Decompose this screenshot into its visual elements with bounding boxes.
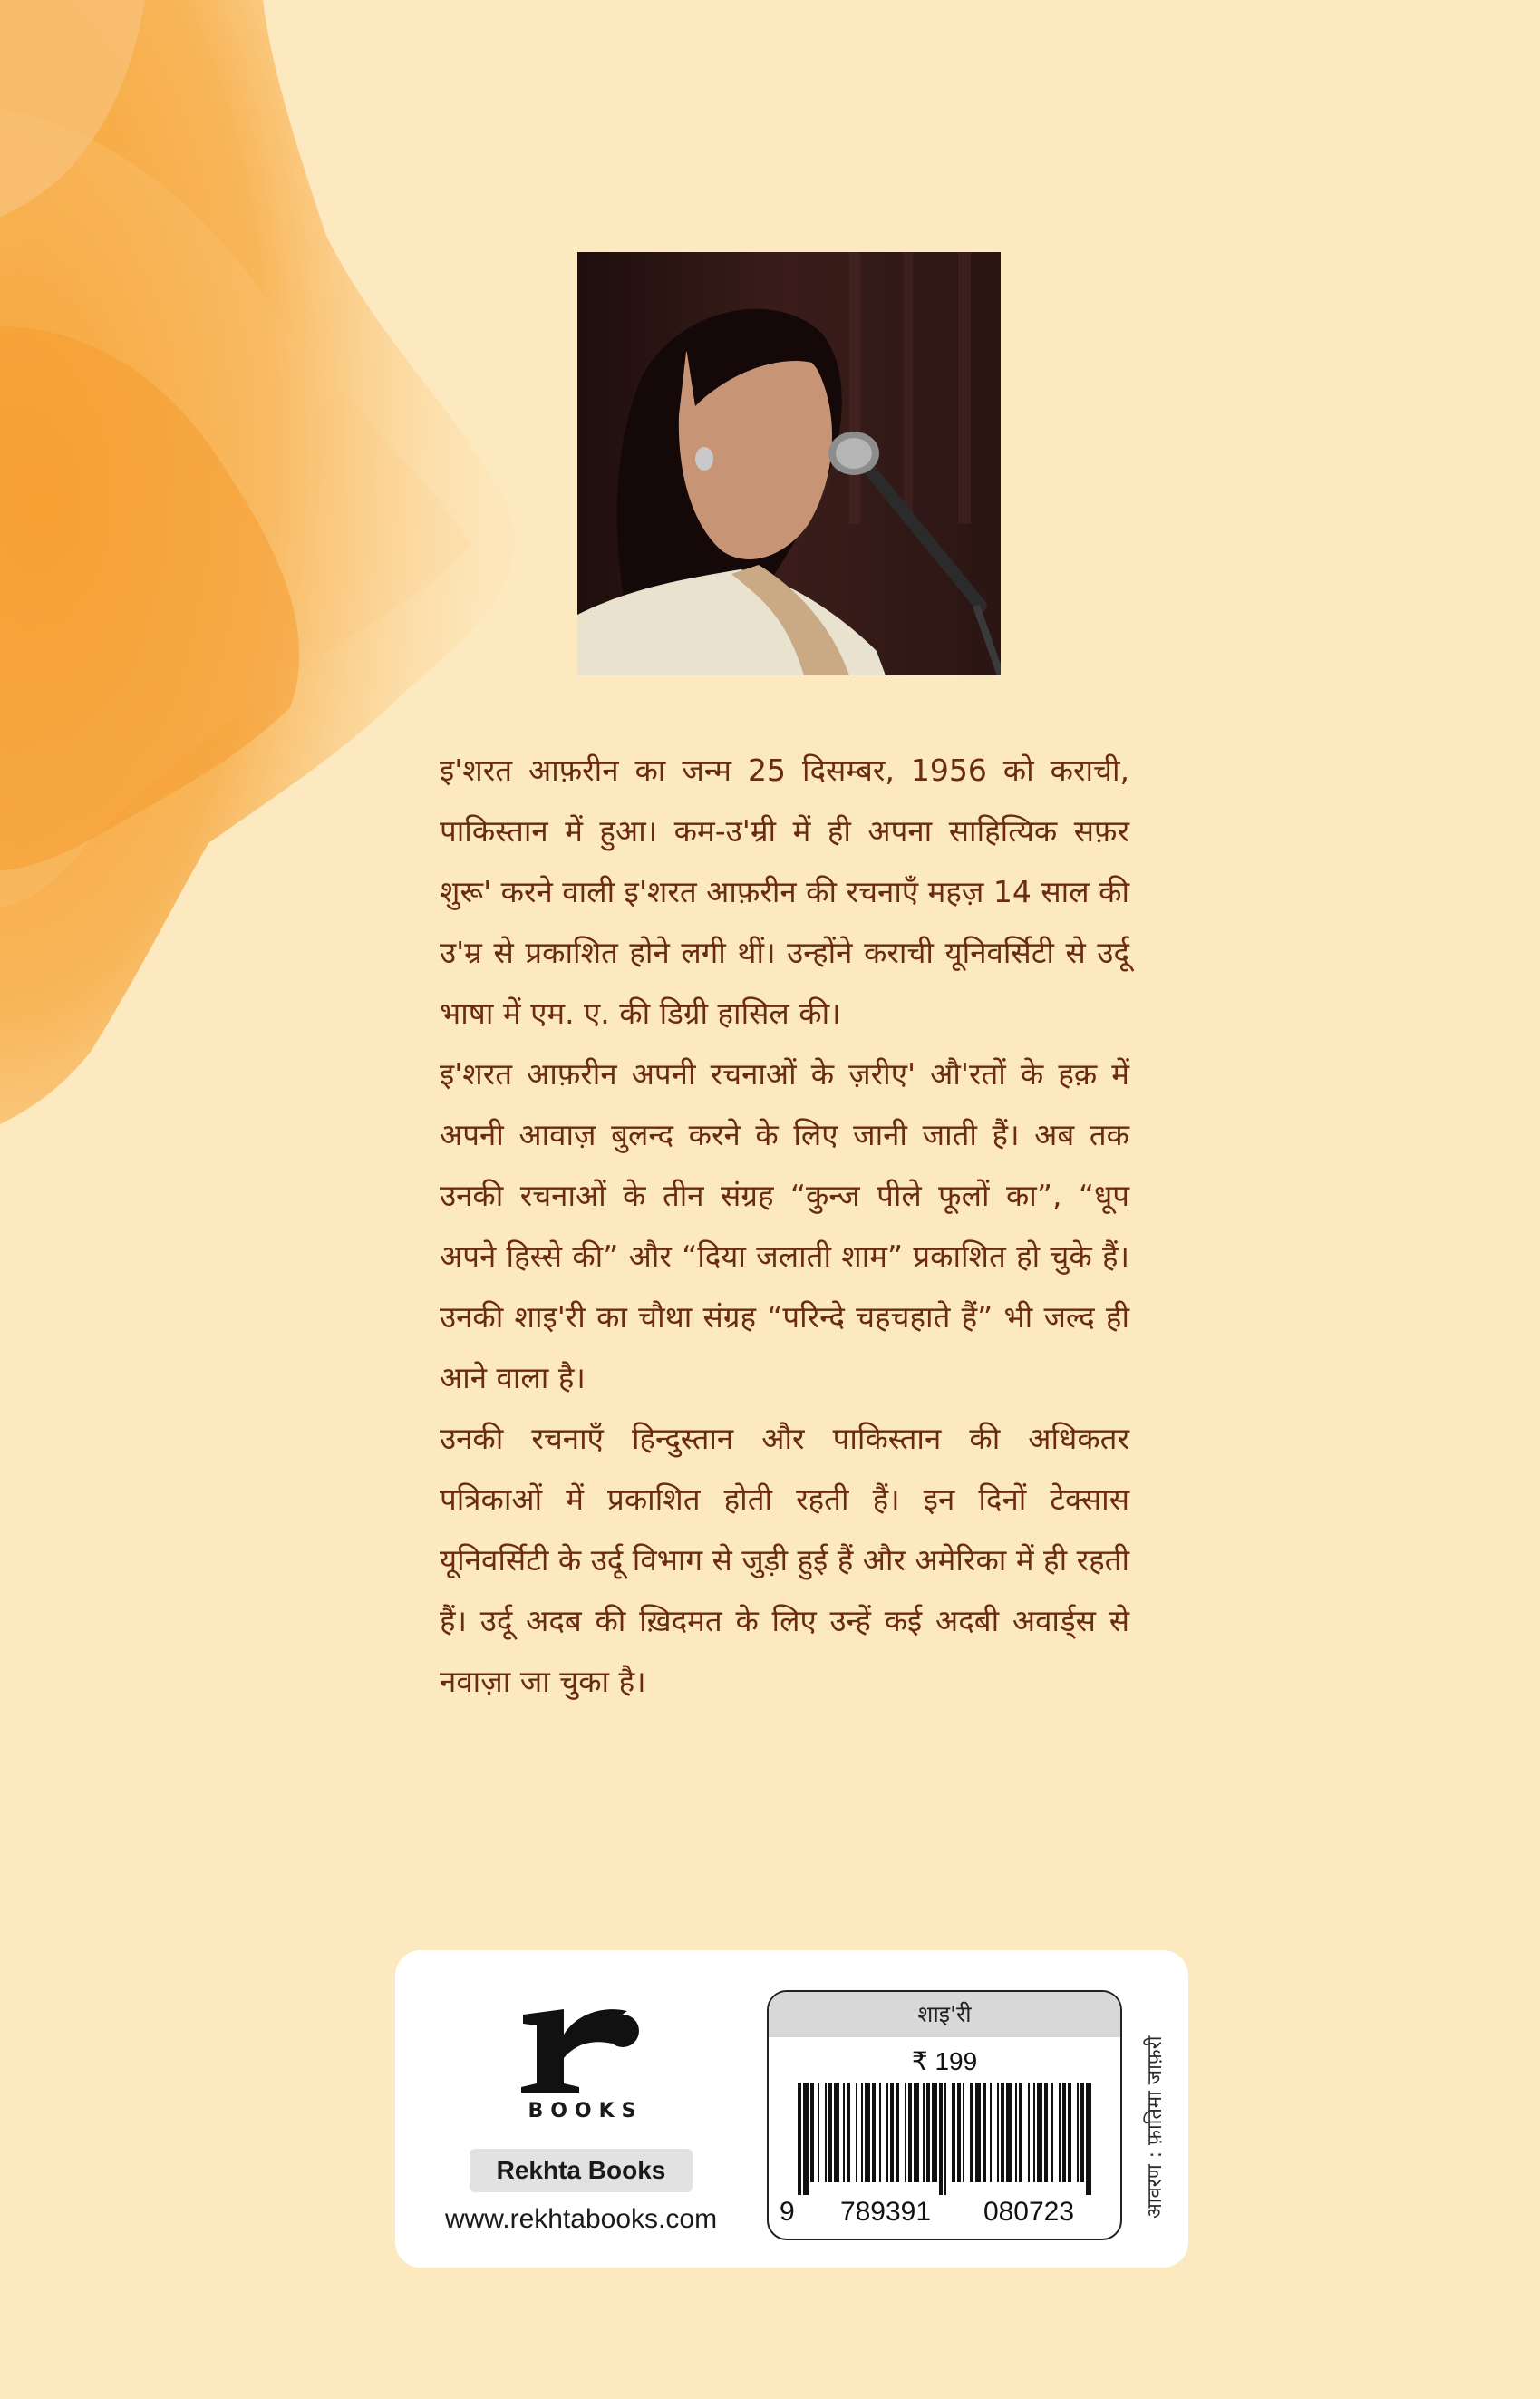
barcode-bar [1080,2083,1084,2182]
barcode-bar [886,2083,888,2182]
isbn-group-2: 080723 [983,2197,1075,2227]
barcode-bar [1006,2083,1012,2182]
barcode-bar [1068,2083,1071,2182]
barcode-bar [1086,2083,1091,2195]
barcode-bar [861,2083,863,2182]
barcode-bar [798,2083,801,2195]
barcode-bar [963,2083,964,2182]
barcode-bar [1028,2083,1030,2182]
category-label: शाइ'री [769,1992,1120,2037]
publisher-name: Rekhta Books [470,2149,693,2192]
publisher-panel [395,1950,1188,2268]
publisher-website: www.rekhtabooks.com [444,2204,718,2234]
isbn-group-1: 789391 [839,2197,932,2227]
barcode-bar [834,2083,839,2182]
barcode-bar [843,2083,845,2182]
barcode [798,2083,1091,2195]
barcode-bar [1044,2083,1048,2182]
barcode-bar [1051,2083,1053,2182]
barcode-bar [1077,2083,1079,2182]
barcode-bar [896,2083,899,2182]
barcode-bar [865,2083,870,2182]
barcode-bar [1001,2083,1004,2182]
barcode-bar [890,2083,894,2182]
barcode-bar [990,2083,992,2182]
barcode-bar [879,2083,881,2182]
barcode-bar [997,2083,999,2182]
barcode-bar [923,2083,925,2182]
barcode-bar [810,2083,814,2182]
bio-paragraph: इ'शरत आफ़रीन अपनी रचनाओं के ज़रीए' औ'रतों के हक़ में अपनी आवाज़ बुलन्द करने के लिए जानी जाती हैं। अब तक उनकी रचनाओं के तीन संग्रह “कुन्ज पीले फूलों का”, “धूप अपने हिस्से की” और “दिया जलाती शाम” प्रकाशित हो चुके हैं। उनकी शाइ'री का चौथा संग्रह “परिन्दे चहचहाते हैं” भी जल्द ही आने वाला है। [440,1056,1129,1395]
barcode-bar [856,2083,857,2182]
cover-credit: आवरण : फ़ातिमा जाफ़री [1144,2035,1167,2219]
barcode-bar [908,2083,912,2182]
barcode-bar [872,2083,876,2182]
logo-caption: BOOKS [528,2100,644,2122]
barcode-bar [1062,2083,1066,2182]
barcode-bar [914,2083,919,2182]
barcode-bar [932,2083,937,2182]
barcode-bar [905,2083,906,2182]
author-bio [440,740,1129,1712]
barcode-bar [1037,2083,1042,2182]
barcode-bar [828,2083,832,2182]
author-photo [577,252,1001,675]
barcode-bar [926,2083,930,2182]
barcode-bar [847,2083,850,2182]
isbn-lead-digit: 9 [780,2197,795,2227]
barcode-bar [957,2083,961,2182]
barcode-bar [803,2083,809,2195]
barcode-bar [1015,2083,1017,2182]
barcode-bar [952,2083,955,2182]
barcode-bar [939,2083,943,2195]
barcode-label [767,1990,1122,2240]
price-label: ₹ 199 [911,2047,978,2075]
rekhta-logo-icon [514,2004,650,2094]
barcode-bar [1033,2083,1035,2182]
barcode-bar [975,2083,981,2182]
barcode-bar [1019,2083,1022,2182]
barcode-bar [818,2083,819,2182]
barcode-bar [983,2083,986,2182]
barcode-bar [825,2083,827,2182]
barcode-bar [944,2083,946,2195]
bio-paragraph: उनकी रचनाएँ हिन्दुस्तान और पाकिस्तान की अधिकतर पत्रिकाओं में प्रकाशित होती रहती हैं। इन दिनों टेक्सास यूनिवर्सिटी के उर्दू विभाग से जुड़ी हुई हैं और अमेरिका में ही रहती हैं। उर्दू अदब की ख़िदमत के लिए उन्हें कई अदबी अवार्ड्स से नवाज़ा जा चुका है। [440,1421,1129,1699]
barcode-bar [1059,2083,1061,2182]
bio-paragraph: इ'शरत आफ़रीन का जन्म 25 दिसम्बर, 1956 को कराची, पाकिस्तान में हुआ। कम-उ'म्री में ही अपना साहित्यिक सफ़र शुरू' करने वाली इ'शरत आफ़रीन की रचनाएँ महज़ 14 साल की उ'म्र से प्रकाशित होने लगी थीं। उन्होंने कराची यूनिवर्सिटी से उर्दू भाषा में एम. ए. की डिग्री हासिल की। [440,753,1129,1031]
barcode-bar [970,2083,973,2182]
